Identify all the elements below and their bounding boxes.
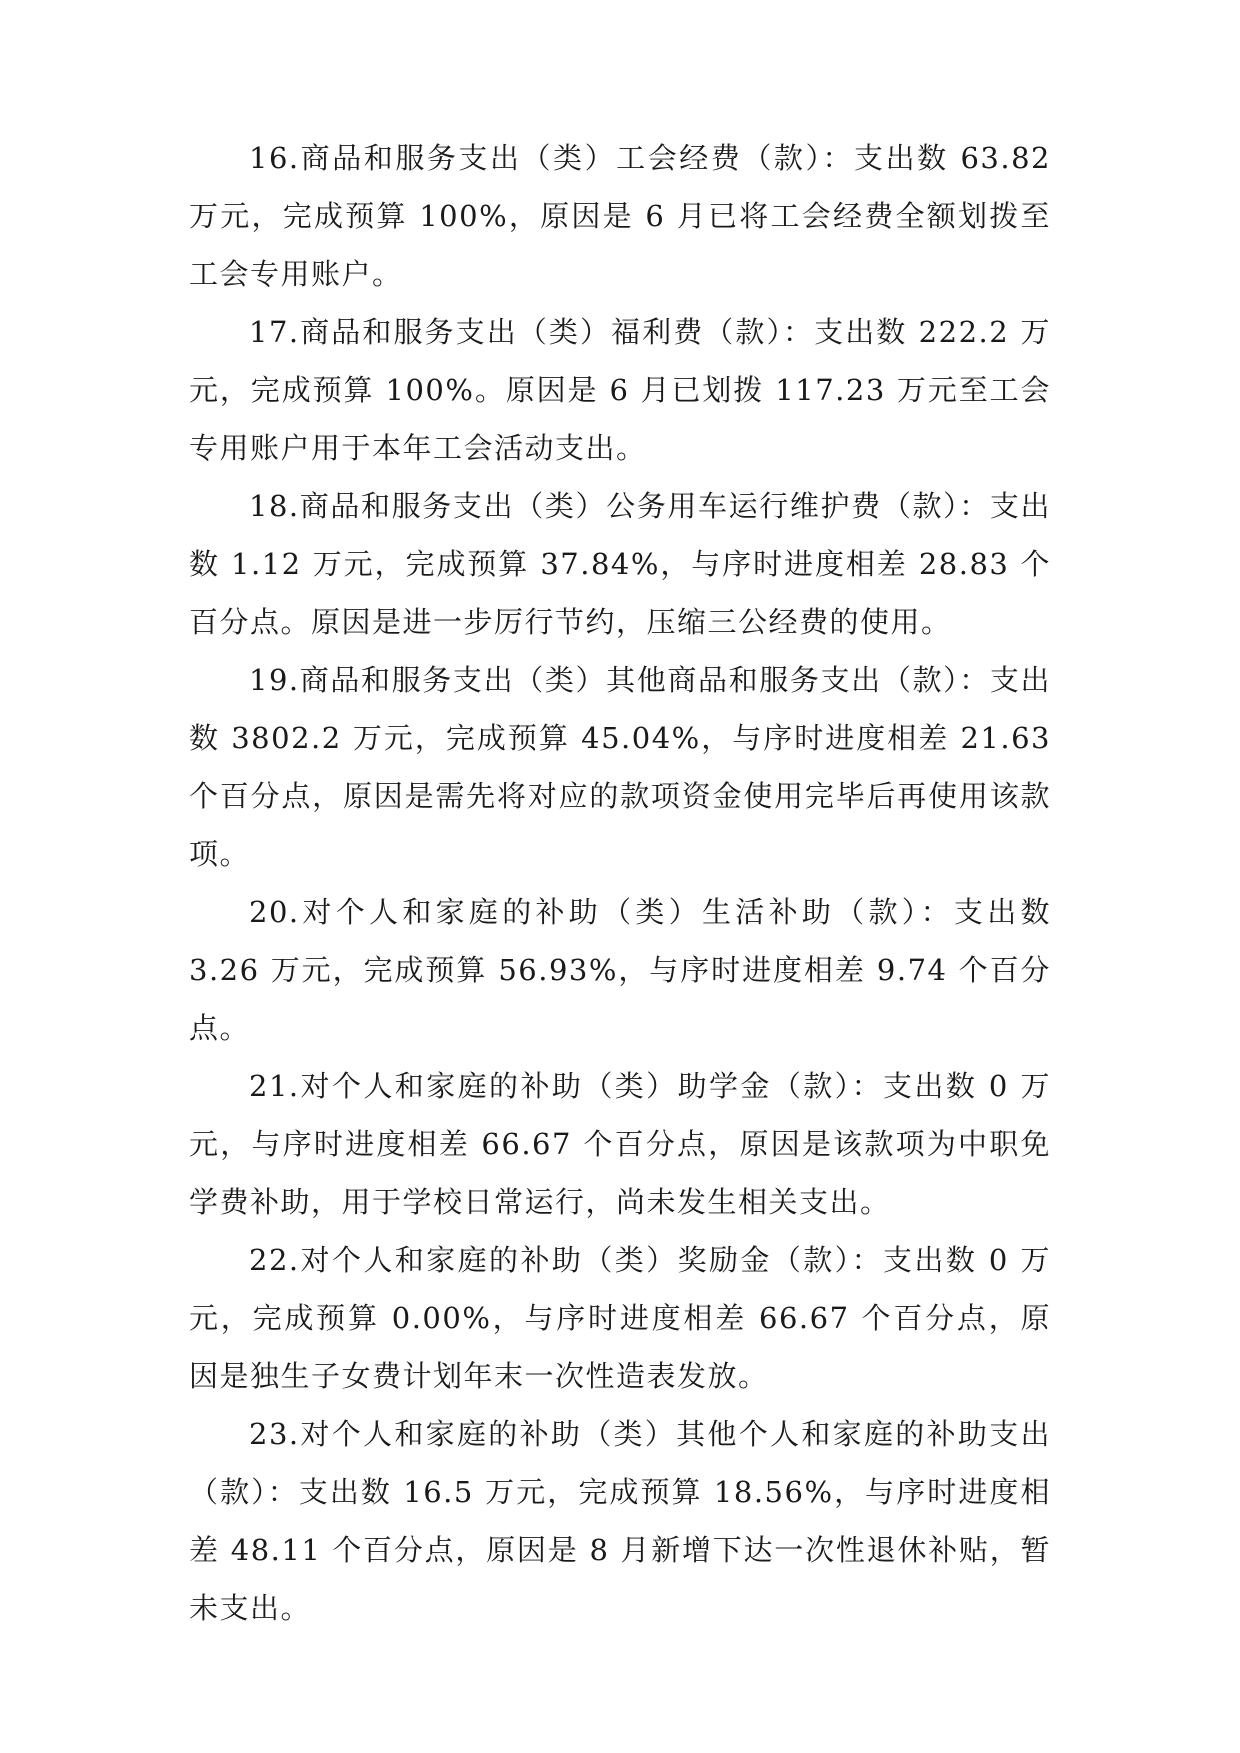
paragraph-16: 16.商品和服务支出（类）工会经费（款）：支出数 63.82 万元，完成预算 100%，原因是 6 月已将工会经费全额划拨至工会专用账户。 — [189, 141, 1051, 291]
paragraph-22: 22.对个人和家庭的补助（类）奖励金（款）：支出数 0 万元，完成预算 0.00%，与序时进度相差 66.67 个百分点，原因是独生子女费计划年末一次性造表发放。 — [189, 1243, 1051, 1393]
paragraph-21: 21.对个人和家庭的补助（类）助学金（款）：支出数 0 万元，与序时进度相差 66.67 个百分点，原因是该款项为中职免学费补助，用于学校日常运行，尚未发生相关支出。 — [189, 1069, 1051, 1219]
paragraph-17: 17.商品和服务支出（类）福利费（款）：支出数 222.2 万元，完成预算 100%。原因是 6 月已划拨 117.23 万元至工会专用账户用于本年工会活动支出。 — [189, 315, 1051, 465]
paragraph-18: 18.商品和服务支出（类）公务用车运行维护费（款）：支出数 1.12 万元，完成预算 37.84%，与序时进度相差 28.83 个百分点。原因是进一步厉行节约，压缩三公经费的使用。 — [189, 489, 1051, 639]
paragraph-23: 23.对个人和家庭的补助（类）其他个人和家庭的补助支出（款）：支出数 16.5 万元，完成预算 18.56%，与序时进度相差 48.11 个百分点，原因是 8 月新增下达一次性退休补贴，暂未支出。 — [189, 1417, 1051, 1625]
paragraph-19: 19.商品和服务支出（类）其他商品和服务支出（款）：支出数 3802.2 万元，完成预算 45.04%，与序时进度相差 21.63 个百分点，原因是需先将对应的款项资金使用完毕后再使用该款项。 — [189, 663, 1051, 871]
paragraph-20: 20.对个人和家庭的补助（类）生活补助（款）：支出数 3.26 万元，完成预算 56.93%，与序时进度相差 9.74 个百分点。 — [189, 895, 1051, 1045]
document-body — [189, 129, 1051, 1637]
